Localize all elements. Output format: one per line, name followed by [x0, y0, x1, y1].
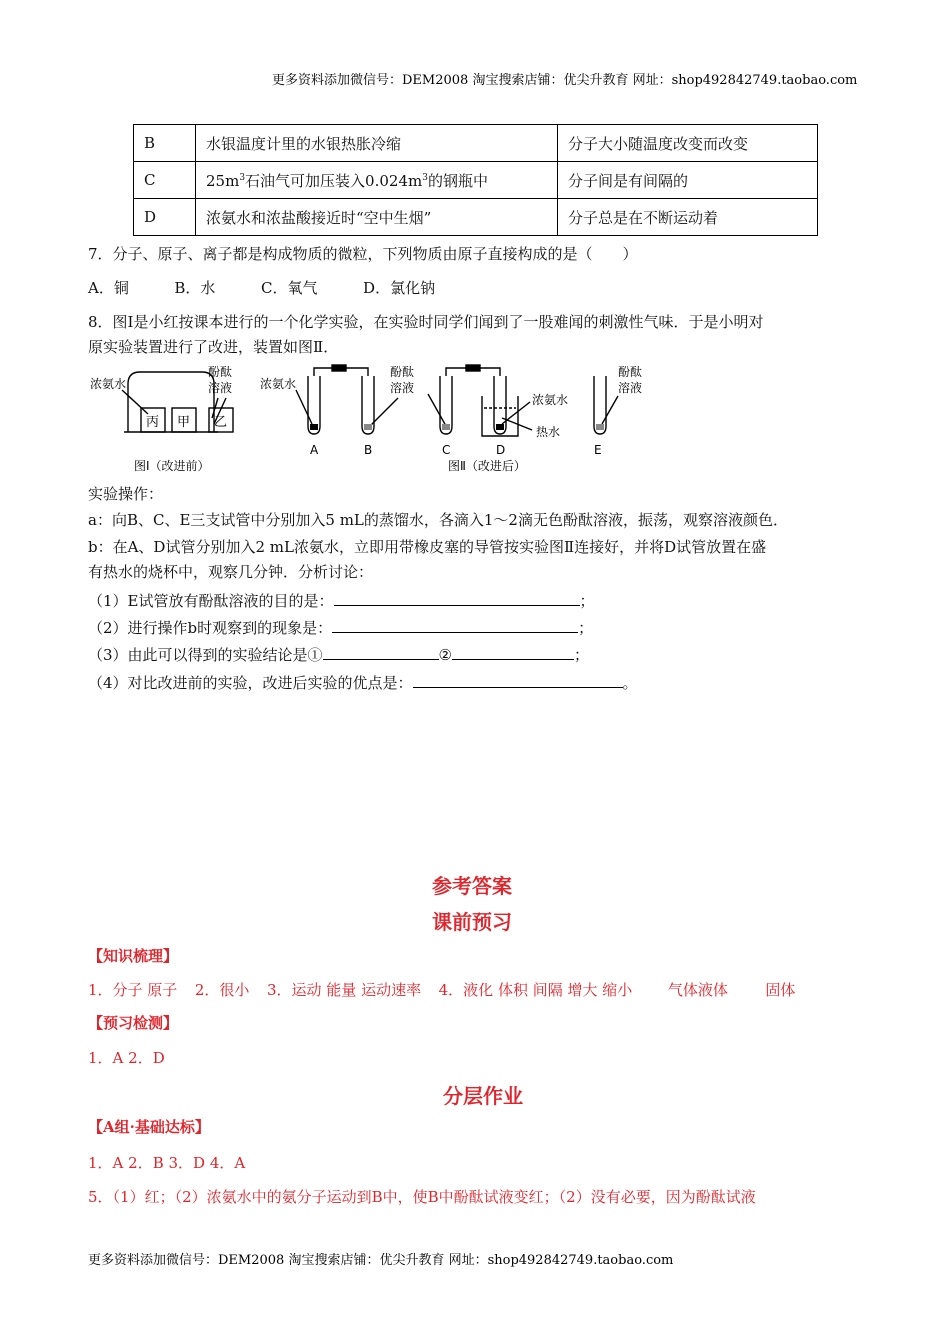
- knowledge-item: 4．液化 体积 间隔 增大 缩小: [438, 981, 633, 999]
- op-title: 实验操作：: [88, 485, 164, 503]
- answer-blank-3b[interactable]: [452, 644, 574, 660]
- op-b-1: b：在A、D试管分别加入2 mL浓氨水，立即用带橡皮塞的导管按实验图Ⅱ连接好，并将D试管放置在盛: [88, 538, 767, 556]
- check-answers: 1．A 2．D: [88, 1049, 165, 1067]
- q7-option-a: A．铜: [88, 279, 129, 297]
- q8-sub2: （2）进行操作b时观察到的现象是： ；: [88, 619, 594, 637]
- table-row: [134, 199, 818, 236]
- page-header: 更多资料添加微信号：DEM2008 淘宝搜索店铺：优尖升教育 网址：shop492842749.taobao.com: [272, 73, 858, 88]
- op-b-2: 有热水的烧杯中，观察几分钟．分析讨论：: [88, 563, 374, 581]
- q7-stem: 7．分子、原子、离子都是构成物质的微粒，下列物质由原子直接构成的是（ ）: [88, 245, 638, 263]
- fig2-hotwater-label: 热水: [536, 425, 561, 439]
- row-explanation: 分子大小随温度改变而改变: [558, 125, 818, 162]
- table-row: [134, 162, 818, 199]
- op-a: a：向B、C、E三支试管中分别加入5 mL的蒸馏水，各滴入1～2滴无色酚酞溶液，振荡，观察溶液颜色．: [88, 511, 788, 529]
- knowledge-item: 1．分子 原子: [88, 981, 178, 999]
- q8-sub4: （4）对比改进前的实验，改进后实验的优点是： 。: [88, 674, 638, 692]
- fig2-phenol-label-6: 溶液: [618, 381, 643, 395]
- fig2-phenol-label-1: 酚酞: [390, 365, 415, 379]
- q7-options: [88, 278, 435, 298]
- row-explanation: 分子间是有间隔的: [558, 162, 818, 199]
- check-heading: 【预习检测】: [88, 1014, 179, 1032]
- answers-title: 参考答案: [432, 874, 512, 898]
- fig1-beaker-yi: 乙: [214, 415, 228, 430]
- fig2-ammonia2-label: 浓氨水: [532, 393, 569, 407]
- answer-blank-3a[interactable]: [323, 644, 439, 660]
- options-table: [133, 124, 818, 236]
- row-letter: D: [134, 199, 196, 236]
- fig2-caption: 图Ⅱ（改进后）: [448, 459, 526, 473]
- q8-sub1: （1）E试管放有酚酞溶液的目的是： ；: [88, 592, 595, 610]
- knowledge-item: 气体液体: [667, 981, 728, 999]
- fig2-phenol-label-2: 溶液: [390, 381, 415, 395]
- q8-sub3: （3）由此可以得到的实验结论是① ② ；: [88, 646, 590, 664]
- row-phenomenon: 浓氨水和浓盐酸接近时“空中生烟”: [196, 199, 558, 236]
- tube-letter-a: A: [310, 443, 319, 457]
- row-letter: C: [134, 162, 196, 199]
- fig2-phenol-label-5: 酚酞: [618, 365, 643, 379]
- knowledge-item: 2．很小: [194, 981, 250, 999]
- knowledge-item: 固体: [765, 981, 796, 999]
- fig1-phenol-label-2: 溶液: [208, 381, 233, 395]
- row-letter: B: [134, 125, 196, 162]
- q5-answer: 5．（1）红；（2）浓氨水中的氨分子运动到B中，使B中酚酞试液变红；（2）没有必要，因为酚酞试液: [88, 1188, 756, 1206]
- answer-blank-4[interactable]: [413, 672, 623, 688]
- q7-option-d: D．氯化钠: [363, 279, 436, 297]
- tube-letter-c: C: [442, 443, 451, 457]
- q7-option-c: C．氧气: [261, 279, 318, 297]
- fig1-caption: 图Ⅰ（改进前）: [134, 459, 210, 473]
- answer-blank-2[interactable]: [332, 617, 578, 633]
- fig2-ammonia-label: 浓氨水: [260, 377, 297, 391]
- knowledge-answers: [88, 980, 795, 1000]
- knowledge-heading: 【知识梳理】: [88, 947, 179, 965]
- q7-option-b: B．水: [174, 279, 216, 297]
- q8-stem-2: 原实验装置进行了改进，装置如图Ⅱ．: [88, 338, 339, 356]
- row-phenomenon: $25m^3$石油气可加压装入$0.024m^3$的钢瓶中: [196, 162, 558, 199]
- row-phenomenon: 水银温度计里的水银热胀冷缩: [196, 125, 558, 162]
- tube-letter-b: B: [364, 443, 373, 457]
- page-footer: 更多资料添加微信号：DEM2008 淘宝搜索店铺：优尖升教育 网址：shop492842749.taobao.com: [88, 1253, 674, 1268]
- homework-title: 分层作业: [443, 1084, 523, 1108]
- table-row: [134, 125, 818, 162]
- group-a-answers: 1．A 2．B 3．D 4．A: [88, 1154, 246, 1172]
- fig1-beaker-bing: 丙: [146, 415, 160, 430]
- row-explanation: 分子总是在不断运动着: [558, 199, 818, 236]
- q8-stem-1: 8．图Ⅰ是小红按课本进行的一个化学实验，在实验时同学们闻到了一股难闻的刺激性气味．于是小明对: [88, 313, 764, 331]
- experiment-figure: [86, 362, 666, 480]
- preview-title: 课前预习: [432, 910, 512, 934]
- group-a-heading: 【A组·基础达标】: [88, 1118, 210, 1136]
- fig1-beaker-jia: 甲: [177, 415, 191, 430]
- fig1-phenol-label-1: 酚酞: [208, 365, 233, 379]
- fig1-ammonia-label: 浓氨水: [90, 377, 127, 391]
- answer-blank-1[interactable]: [334, 590, 580, 606]
- tube-letter-d: D: [496, 443, 506, 457]
- tube-letter-e: E: [594, 443, 602, 457]
- knowledge-item: 3．运动 能量 运动速率: [266, 981, 422, 999]
